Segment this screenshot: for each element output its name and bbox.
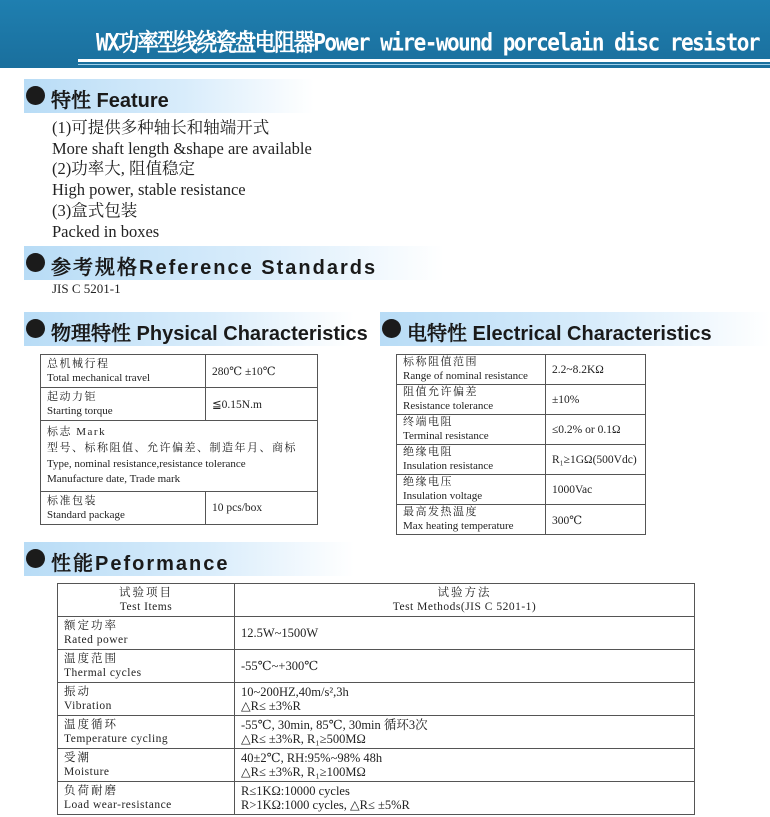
feature-heading [24,79,314,113]
item-cn: 额定功率 [64,619,118,632]
table-row [41,388,318,421]
method-line: R≤1KΩ:10000 cycles [241,784,350,798]
electrical-heading [380,312,770,346]
header-banner [0,0,770,68]
electrical-title: 电特性 Electrical Characteristics [407,323,712,345]
table-row [58,683,695,716]
header-items-en: Test Items [119,600,173,613]
table-row [58,650,695,683]
table-row [397,445,646,475]
table-row [41,421,318,492]
row-label-en: Terminal resistance [403,430,489,442]
row-value: 280℃ ±10℃ [206,355,318,388]
item-cn: 负荷耐磨 [64,784,118,797]
row-value: 10 pcs/box [206,492,318,525]
row-label-cn: 起动力钜 [47,390,97,403]
reference-title: 参考规格Reference Standards [51,257,378,279]
feature-line: (2)功率大, 阻值稳定 [52,159,195,179]
header-items-cn: 试验项目 [119,586,173,599]
table-row [58,749,695,782]
table-row [41,355,318,388]
table-row [41,492,318,525]
page-title: WX功率型线绕瓷盘电阻器Power wire-wound porcelain disc resistor [96,28,760,57]
row-label-cn: 绝缘电压 [403,476,453,488]
feature-line: More shaft length &shape are available [52,138,312,158]
row-label-cn: 标称阻值范围 [403,356,478,368]
row-label-cn: 终端电阻 [403,416,453,428]
row-label-cn: 标准包装 [47,494,97,507]
item-cn: 温度范围 [64,652,118,665]
table-row [397,475,646,505]
method-line: R>1KΩ:1000 cycles, △R≤ ±5%R [241,798,410,812]
physical-title: 物理特性 Physical Characteristics [51,323,368,345]
method-line: -55℃~+300℃ [241,659,319,673]
item-en: Thermal cycles [64,666,142,679]
row-value: ≤0.2% or 0.1Ω [546,415,646,445]
item-cn: 受潮 [64,751,91,764]
row-value: 2.2~8.2KΩ [546,355,646,385]
table-row [58,782,695,815]
bullet-icon [382,319,401,338]
physical-table [40,354,318,525]
mark-detail-cn: 型号、标称阻值、允许偏差、制造年月、商标 [47,442,297,454]
table-row [397,505,646,535]
method-line: 12.5W~1500W [241,626,319,640]
row-label-en: Resistance tolerance [403,400,494,412]
method-line: 40±2℃, RH:95%~98% 48h [241,751,383,765]
row-label-en: Max heating temperature [403,520,514,532]
row-label-en: Insulation resistance [403,460,494,472]
item-en: Vibration [64,699,112,712]
row-value: R₁≥1GΩ(500Vdc) [546,445,646,475]
row-label-en: Total mechanical travel [47,371,151,384]
feature-line: (3)盒式包装 [52,200,138,220]
row-label-en: Starting torque [47,404,113,417]
method-line: △R≤ ±3%R, R₁≥100MΩ [241,765,366,779]
row-value: 1000Vac [546,475,646,505]
feature-line: (1)可提供多种轴长和轴端开式 [52,118,270,137]
table-row [397,355,646,385]
row-label-en: Range of nominal resistance [403,370,528,382]
method-line: 10~200HZ,40m/s²,3h [241,685,349,699]
table-row [58,716,695,749]
item-en: Load wear-resistance [64,798,172,811]
method-line: △R≤ ±3%R [241,699,301,713]
reference-heading [24,246,444,280]
mark-label: 标志 Mark [47,426,107,438]
table-row [397,415,646,445]
method-line: -55℃, 30min, 85℃, 30min 循环3次 [241,718,428,732]
header-methods-en: Test Methods(JIS C 5201-1) [392,600,537,613]
banner-rule [78,59,770,62]
bullet-icon [26,319,45,338]
row-label-cn: 阻值允许偏差 [403,386,478,398]
method-line: △R≤ ±3%R, R₁≥500MΩ [241,732,366,746]
header-methods-cn: 试验方法 [437,586,492,599]
row-label-cn: 绝缘电阻 [403,446,453,458]
row-label-cn: 总机械行程 [47,357,110,370]
row-value: 300℃ [546,505,646,535]
performance-heading [24,542,354,576]
item-en: Rated power [64,633,128,646]
feature-title: 特性 Feature [51,90,169,112]
item-en: Moisture [64,765,110,778]
performance-table [57,583,695,815]
row-value: ±10% [546,385,646,415]
item-cn: 温度循环 [64,718,118,731]
reference-standard: JIS C 5201-1 [52,281,121,296]
bullet-icon [26,86,45,105]
bullet-icon [26,549,45,568]
row-label-cn: 最高发热温度 [403,506,478,518]
row-label-en: Insulation voltage [403,490,483,502]
row-value: ≦0.15N.m [206,388,318,421]
mark-detail-en: Manufacture date, Trade mark [47,473,181,485]
physical-heading [24,312,368,346]
item-cn: 振动 [64,685,91,698]
item-en: Temperature cycling [64,732,169,745]
electrical-table [396,354,646,535]
mark-detail-en: Type, nominal resistance,resistance tolerance [47,458,246,470]
bullet-icon [26,253,45,272]
table-header-row [58,584,695,617]
feature-line: Packed in boxes [52,221,160,241]
feature-list [52,118,312,242]
row-label-en: Standard package [47,508,125,521]
banner-rule-thin [78,64,770,65]
table-row [58,617,695,650]
feature-line: High power, stable resistance [52,180,246,200]
performance-title: 性能Peformance [51,553,230,575]
table-row [397,385,646,415]
